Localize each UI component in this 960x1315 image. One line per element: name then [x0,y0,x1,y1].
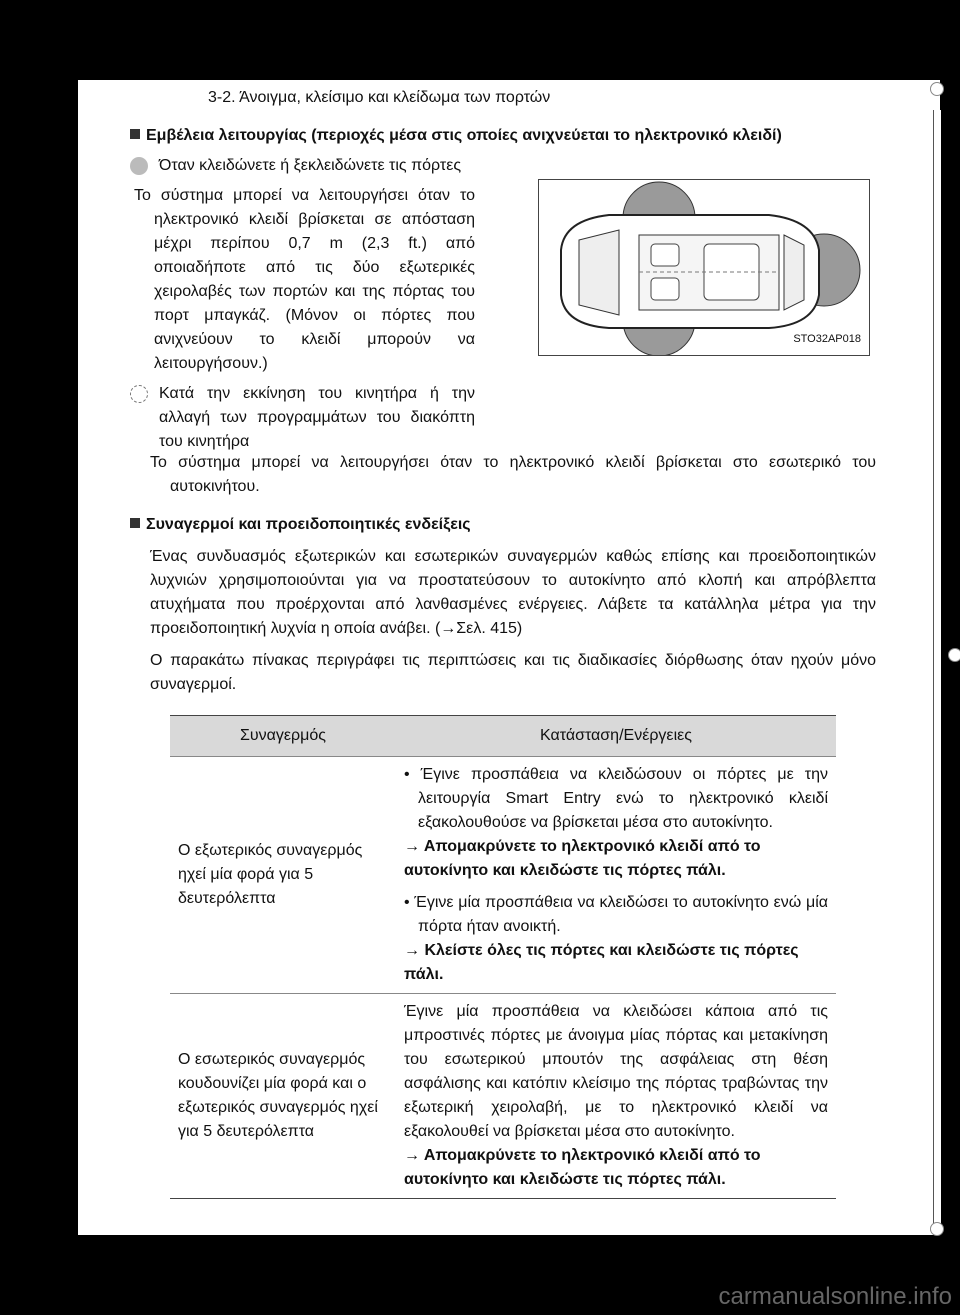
page-content [130,124,876,1199]
circle-bullet-icon [130,157,148,175]
watermark: carmanualsonline.info [718,1283,952,1310]
alarms-table-intro: Ο παρακάτω πίνακας περιγράφει τις περιπτώσεις και τις διαδικασίες διόρθωσης όταν ηχούν μόνο συναγερμοί. [150,652,876,693]
table-header-alarm: Συναγερμός [170,716,396,757]
square-bullet-icon [130,518,140,528]
header-title: 3-2. Άνοιγμα, κλείσιμο και κλείδωμα των πορτών [208,89,551,106]
item-lock-unlock-title: Όταν κλειδώνετε ή ξεκλειδώνετε τις πόρτες [159,157,462,174]
alarm-cell: Ο εξωτερικός συναγερμός ηχεί μία φορά για 5 δευτερόλεπτα [170,757,396,994]
range-section [130,154,876,459]
condition-text: • Έγινε προσπάθεια να κλειδώσουν οι πόρτες με την λειτουργία Smart Entry ενώ το ηλεκτρονικό κλειδί εξακολουθούσε να βρίσκεται μέσα στο αυτοκίνητο. [404,766,828,831]
section-title-alarms: Συναγερμοί και προειδοποιητικές ενδείξεις [130,513,876,537]
action-text: → Απομακρύνετε το ηλεκτρονικό κλειδί από το αυτοκίνητο και κλειδώστε τις πόρτες πάλι. [404,838,761,879]
item-engine-start-title: Κατά την εκκίνηση του κινητήρα ή την αλλαγή των προγραμμάτων του διακόπτη του κινητήρα [159,385,475,450]
table-header-actions: Κατάσταση/Ενέργειες [396,716,836,757]
item-engine-start-body: Το σύστημα μπορεί να λειτουργήσει όταν το ηλεκτρονικό κλειδί βρίσκεται στο εσωτερικό του αυτοκινήτου. [150,454,876,495]
item-lock-unlock-body: Το σύστημα μπορεί να λειτουργήσει όταν το ηλεκτρονικό κλειδί βρίσκεται σε απόσταση μέχρι περίπου 0,7 m (2,3 ft.) από οποιαδήποτε από τις δύο εξωτερικές χειρολαβές των πορτών και της πόρτας του πορτ μπαγκάζ. (Μόνον οι πόρτες που ανιχνεύουν το κλειδί μπορούν να λειτουργήσουν.) [134,187,475,372]
page-header [78,80,940,110]
alarm-cell: Ο εσωτερικός συναγερμός κουδουνίζει μία φορά και ο εξωτερικός συναγερμός ηχεί για 5 δευτερόλεπτα [170,994,396,1199]
crop-mark-icon [930,82,944,96]
square-bullet-icon [130,129,140,139]
range-text-column [130,154,475,454]
table-row [170,994,836,1199]
action-text: → Απομακρύνετε το ηλεκτρονικό κλειδί από το αυτοκίνητο και κλειδώστε τις πόρτες πάλι. [404,1147,761,1188]
alarms-intro-paragraph: Ένας συνδυασμός εξωτερικών και εσωτερικών συναγερμών καθώς επίσης και προειδοποιητικών λυχνιών χρησιμοποιούνται για να προστατεύσουν το αυτοκίνητο από κλοπή και απρόβλεπτα ατυχήματα που προέρχονται από λανθασμένες ενέργειες. Λάβετε τα κατάλληλα μέτρα για την προειδοποιητική λυχνία η οποία ανάβει. (→Σελ. 415) [150,548,876,637]
side-margin-bar [933,110,941,1230]
condition-text: Έγινε μία προσπάθεια να κλειδώσει κάποια από τις μπροστινές πόρτες με άνοιγμα μίας πόρτας και μετακίνηση του εσωτερικού μπουτόν της ασφάλειας στη θέση ασφάλισης και κατόπιν κλείσιμο της πόρτας τραβώντας την εξωτερική χειρολαβή, με το ηλεκτρονικό κλειδί να εξακολουθεί να βρίσκεται μέσα στο αυτοκίνητο. [404,1003,828,1140]
manual-page [78,80,940,1235]
section-title-range: Εμβέλεια λειτουργίας (περιοχές μέσα στις οποίες ανιχνεύεται το ηλεκτρονικό κλειδί) [130,124,876,148]
alarms-table [170,715,836,1199]
action-text: → Κλείστε όλες τις πόρτες και κλειδώστε τις πόρτες πάλι. [404,942,799,983]
action-cell [396,994,836,1199]
condition-text: • Έγινε μία προσπάθεια να κλειδώσει το αυτοκίνητο ενώ μία πόρτα ήταν ανοικτή. [404,894,828,935]
crop-mark-icon [948,648,960,662]
action-cell [396,757,836,994]
item-lock-unlock [130,154,475,178]
crop-mark-icon [930,1222,944,1236]
figure-caption: STO32AP018 [793,333,861,345]
item-engine-start [130,382,475,454]
table-row [170,757,836,994]
circle-bullet-icon [130,385,148,403]
detection-range-figure [538,179,870,356]
